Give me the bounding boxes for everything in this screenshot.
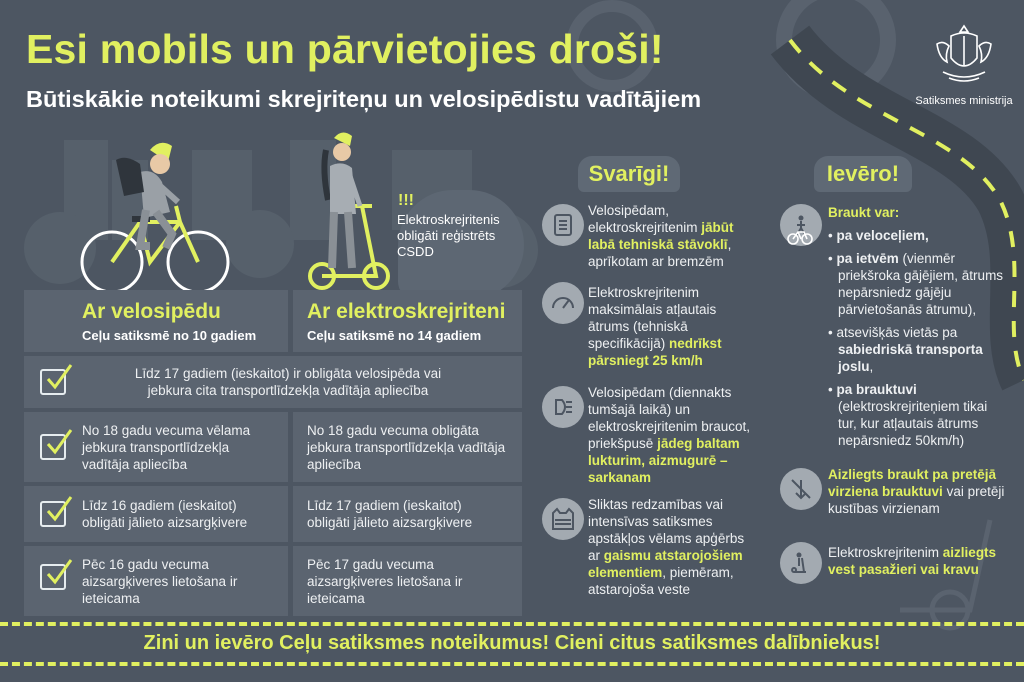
ride-allowed-label: Braukt var: (828, 205, 900, 220)
forbid-highlight: Aizliegts braukt pa pretējā virziena brauktuvi (828, 467, 997, 499)
passenger-item (828, 544, 1008, 578)
speedometer-icon (542, 282, 584, 324)
checkbox-icon (40, 369, 66, 395)
important-item-3 (588, 384, 756, 486)
bullet-2-bold: pa ietvēm (836, 251, 899, 266)
important-item-1-text: Velosipēdam, elektroskrejritenim (588, 203, 698, 235)
row-2-bike-text: No 18 gadu vecuma vēlama jebkura transportlīdzekļa vadītāja apliecība (82, 423, 251, 472)
reflective-vest-icon (542, 498, 584, 540)
ministry-name: Satiksmes ministrija (915, 95, 1013, 107)
passenger-highlight: aizliegts vest pasažieri vai kravu (828, 545, 997, 577)
forbid-item (828, 466, 1008, 517)
bicycle-rider-illustration (82, 143, 228, 292)
row-4-scooter-text: Pēc 17 gadu vecuma aizsargķiveres lietošana ir ieteicama (307, 557, 463, 606)
important-item-2 (588, 284, 752, 369)
bike-column-subtitle: Ceļu satiksmē no 10 gadiem (82, 328, 257, 343)
important-item-3-highlight: jādeg baltam lukturim, aizmugurē – sarkanam (588, 436, 740, 485)
table-row (24, 486, 288, 542)
forbid-text: vai pretēji kustības virzienam (828, 484, 1005, 516)
bullet-3-bold: sabiedriskā transporta joslu (838, 342, 983, 374)
headlight-icon (542, 386, 584, 428)
row-2-scooter-text: No 18 gadu vecuma obligāta jebkura transportlīdzekļa vadītāja apliecība (307, 423, 506, 472)
list-item: • pa brauktuvi (elektroskrejriteņiem tikai tur, kur atļautais ātrums nepārsniedz 50km/h) (828, 382, 988, 448)
scooter-column-subtitle: Ceļu satiksmē no 14 gadiem (307, 328, 482, 343)
table-row (24, 546, 288, 616)
scooter-column-header (293, 290, 522, 352)
scooter-column-title: Ar elektroskrejriteni (307, 300, 506, 323)
observe-list (828, 204, 1008, 449)
bullet-3-rest: , (869, 359, 874, 374)
footer-slogan: Zini un ievēro Ceļu satiksmes noteikumus! Cieni citus satiksmes dalībniekus! (143, 632, 881, 654)
passenger-text: Elektroskrejritenim (828, 545, 940, 560)
table-row (293, 546, 522, 616)
table-row (24, 356, 522, 408)
table-row (293, 412, 522, 482)
row-3-bike-text: Līdz 16 gadiem (ieskaitot) obligāti jālieto aizsargķivere (82, 498, 248, 530)
bullet-1-text: pa veloceļiem, (836, 228, 929, 243)
important-item-2-text: Elektroskrejritenim maksimālais atļautais ātrums (tehniskā specifikācijā) (588, 285, 717, 351)
important-item-4 (588, 496, 758, 598)
registration-note: Elektroskrejritenis obligāti reģistrēts CSDD (397, 212, 500, 259)
important-badge: Svarīgi! (578, 156, 680, 192)
bike-column-title: Ar velosipēdu (82, 300, 221, 323)
list-item: • atsevišķās vietās pa sabiedriskā transporta joslu, (828, 325, 983, 374)
bullet-4-text: (elektroskrejriteņiem tikai tur, kur atļautais ātrums nepārsniedz 50km/h) (838, 399, 988, 448)
important-item-4-text: Sliktas redzamības vai intensīvas satiksmes apstākļos vēlams apģērbs ar (588, 497, 745, 563)
top-road-line (0, 622, 1024, 626)
bullet-4-bold: pa brauktuvi (836, 382, 917, 397)
row-3-scooter-text: Līdz 17 gadiem (ieskaitot) obligāti jālieto aizsargķivere (307, 498, 473, 530)
checkbox-icon (40, 564, 66, 590)
checkbox-icon (40, 434, 66, 460)
row-1-text: Līdz 17 gadiem (ieskaitot) ir obligāta velosipēda vai jebkura cita transportlīdzekļa vadītāja apliecība (134, 366, 442, 398)
checkbox-icon (40, 501, 66, 527)
row-4-bike-text: Pēc 16 gadu vecuma aizsargķiveres lietošana ir ieteicama (82, 557, 238, 606)
page-title: Esi mobils un pārvietojies droši! (26, 26, 664, 72)
table-row (24, 412, 288, 482)
important-item-4-rest: , piemēram, atstarojoša veste (588, 565, 734, 597)
page-subtitle: Būtiskākie noteikumi skrejriteņu un velosipēdistu vadītājiem (26, 86, 702, 112)
bullet-3-text: atsevišķās vietās pa (836, 325, 958, 340)
bullet-2-text: (vienmēr priekšroka gājējiem, ātrums nepārsniedz gājēju pārvietošanās ātrumu), (838, 251, 1004, 317)
checklist-icon (542, 204, 584, 246)
important-item-1 (588, 202, 748, 270)
bike-column-header (24, 290, 288, 352)
important-item-1-rest: , aprīkotam ar bremzēm (588, 237, 732, 269)
list-item: • pa ietvēm (vienmēr priekšroka gājējiem, ātrums nepārsniedz gājēju pārvietošanās ātrumu), (828, 251, 1004, 317)
bicycle-icon (780, 226, 820, 246)
important-item-3-text: Velosipēdam (diennakts tumšajā laikā) un elektroskrejritenim braucot, priekšpusē (588, 385, 751, 451)
important-item-1-highlight: jābūt labā tehniskā stāvoklī (588, 220, 734, 252)
exclamation-mark: !!! (398, 192, 414, 209)
no-wrong-way-icon (780, 468, 822, 510)
bottom-road-line (0, 662, 1024, 666)
scooter-rider-illustration (310, 132, 388, 288)
scooter-passenger-icon (780, 542, 822, 584)
important-item-2-highlight: nedrīkst pārsniegt 25 km/h (588, 336, 722, 368)
important-item-4-highlight: gaismu atstarojošiem elementiem (588, 548, 743, 580)
list-item: • pa veloceļiem, (828, 228, 929, 243)
table-row (293, 486, 522, 542)
observe-badge: Ievēro! (814, 156, 912, 192)
